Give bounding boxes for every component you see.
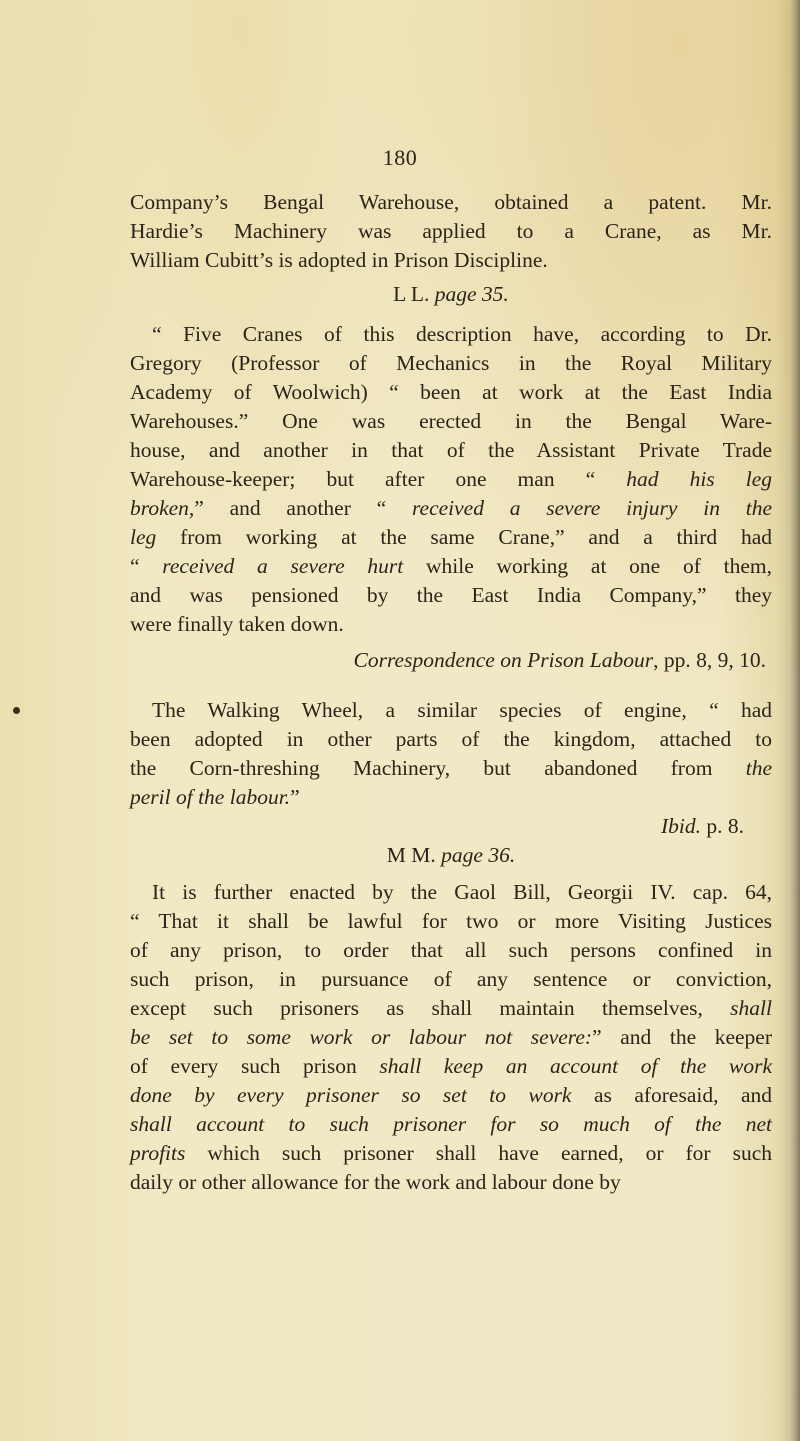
- quote-paragraph-cranes: [130, 320, 772, 639]
- text-run: Warehouse-keeper; but after one man “: [130, 467, 627, 491]
- text-line: [130, 465, 772, 494]
- text-run: “ Five Cranes of this description have, according to Dr.: [152, 322, 772, 346]
- text-line: William Cubitt’s is adopted in Prison Discipline.: [130, 248, 548, 272]
- heading-label: L L.: [393, 282, 430, 306]
- text-run: were finally taken down.: [130, 612, 344, 636]
- text-line: Hardie’s Machinery was applied to a Crane, as Mr.: [130, 219, 772, 243]
- citation-ibid: [130, 812, 772, 841]
- text-run: such prison, in pursuance of any sentence or conviction,: [130, 967, 772, 991]
- text-line: [130, 965, 772, 994]
- text-run: house, and another in that of the Assistant Private Trade: [130, 438, 772, 462]
- text-line: Company’s Bengal Warehouse, obtained a patent. Mr.: [130, 190, 772, 214]
- text-line: [130, 1139, 772, 1168]
- text-line: [130, 1023, 772, 1052]
- text-line: [130, 994, 772, 1023]
- text-line: [130, 320, 772, 349]
- text-line: [130, 378, 772, 407]
- text-run: “: [130, 554, 163, 578]
- text-run: Gregory (Professor of Mechanics in the Royal Military: [130, 351, 772, 375]
- text-line: [130, 696, 772, 725]
- section-heading-mm: [130, 841, 772, 870]
- italic-text: peril of the labour.: [130, 785, 291, 809]
- italic-text: shall: [730, 996, 772, 1020]
- binding-shadow: [790, 0, 800, 1441]
- citation-pages: , pp. 8, 9, 10.: [653, 648, 766, 672]
- text-run: ” and the keeper: [592, 1025, 772, 1049]
- text-line: [130, 1081, 772, 1110]
- text-line: [130, 1052, 772, 1081]
- text-line: [130, 1110, 772, 1139]
- italic-text: the: [745, 756, 772, 780]
- italic-text: shall keep an account of the work: [379, 1054, 772, 1078]
- text-line: [130, 581, 772, 610]
- text-run: ” and another “: [194, 496, 412, 520]
- text-run: of any prison, to order that all such persons confined in: [130, 938, 772, 962]
- text-run: The Walking Wheel, a similar species of engine, “ had: [152, 698, 772, 722]
- text-line: [130, 610, 772, 639]
- paragraph-walking-wheel: [130, 696, 772, 812]
- italic-text: received a severe injury in the: [411, 496, 772, 520]
- text-run: been adopted in other parts of the kingdom, attached to: [130, 727, 772, 751]
- text-run: as aforesaid, and: [571, 1083, 772, 1107]
- text-line: [130, 783, 772, 812]
- text-run: Academy of Woolwich) “ been at work at the East India: [130, 380, 772, 404]
- text-run: which such prisoner shall have earned, or for such: [185, 1141, 772, 1165]
- text-line: [130, 552, 772, 581]
- text-line: [130, 407, 772, 436]
- italic-text: broken,: [130, 496, 195, 520]
- text-line: [130, 494, 772, 523]
- text-line: [130, 725, 772, 754]
- text-run: while working at one of them,: [403, 554, 772, 578]
- heading-label: M M.: [386, 843, 436, 867]
- citation-title: Correspondence on Prison Labour: [353, 648, 654, 672]
- italic-text: done by every prisoner so set to work: [130, 1083, 572, 1107]
- text-run: It is further enacted by the Gaol Bill, Georgii IV. cap. 64,: [152, 880, 772, 904]
- text-run: the Corn-threshing Machinery, but abandoned from: [130, 756, 746, 780]
- text-run: from working at the same Crane,” and a third had: [156, 525, 772, 549]
- text-line: [130, 349, 772, 378]
- citation-ibid-page: p. 8.: [701, 814, 744, 838]
- section-heading-ll: [130, 280, 772, 309]
- text-line: [130, 754, 772, 783]
- italic-text: leg: [130, 525, 157, 549]
- text-run: except such prisoners as shall maintain themselves,: [130, 996, 731, 1020]
- paragraph-gaol-bill: [130, 878, 772, 1197]
- text-line: [130, 1168, 772, 1197]
- heading-page-ref: page 36.: [441, 843, 516, 867]
- page-number: 180: [382, 145, 418, 170]
- text-run: and was pensioned by the East India Company,” they: [130, 583, 772, 607]
- text-line: [130, 878, 772, 907]
- text-run: Warehouses.” One was erected in the Bengal Ware-: [130, 409, 772, 433]
- text-line: [130, 907, 772, 936]
- paragraph-continuation: [130, 188, 772, 275]
- text-line: [130, 523, 772, 552]
- italic-text: received a severe hurt: [162, 554, 404, 578]
- italic-text: had his leg: [626, 467, 772, 491]
- citation-correspondence: [130, 646, 772, 675]
- text-line: [130, 436, 772, 465]
- ink-spot: [13, 707, 20, 714]
- citation-ibid-label: Ibid.: [660, 814, 701, 838]
- text-run: ”: [290, 785, 300, 809]
- heading-page-ref: page 35.: [434, 282, 509, 306]
- text-line: [130, 936, 772, 965]
- text-run: of every such prison: [130, 1054, 380, 1078]
- text-run: daily or other allowance for the work and labour done by: [130, 1170, 621, 1194]
- italic-text: profits: [130, 1141, 186, 1165]
- text-run: “ That it shall be lawful for two or more Visiting Justices: [130, 909, 772, 933]
- italic-text: shall account to such prisoner for so much of the net: [130, 1112, 772, 1136]
- italic-text: be set to some work or labour not severe:: [130, 1025, 593, 1049]
